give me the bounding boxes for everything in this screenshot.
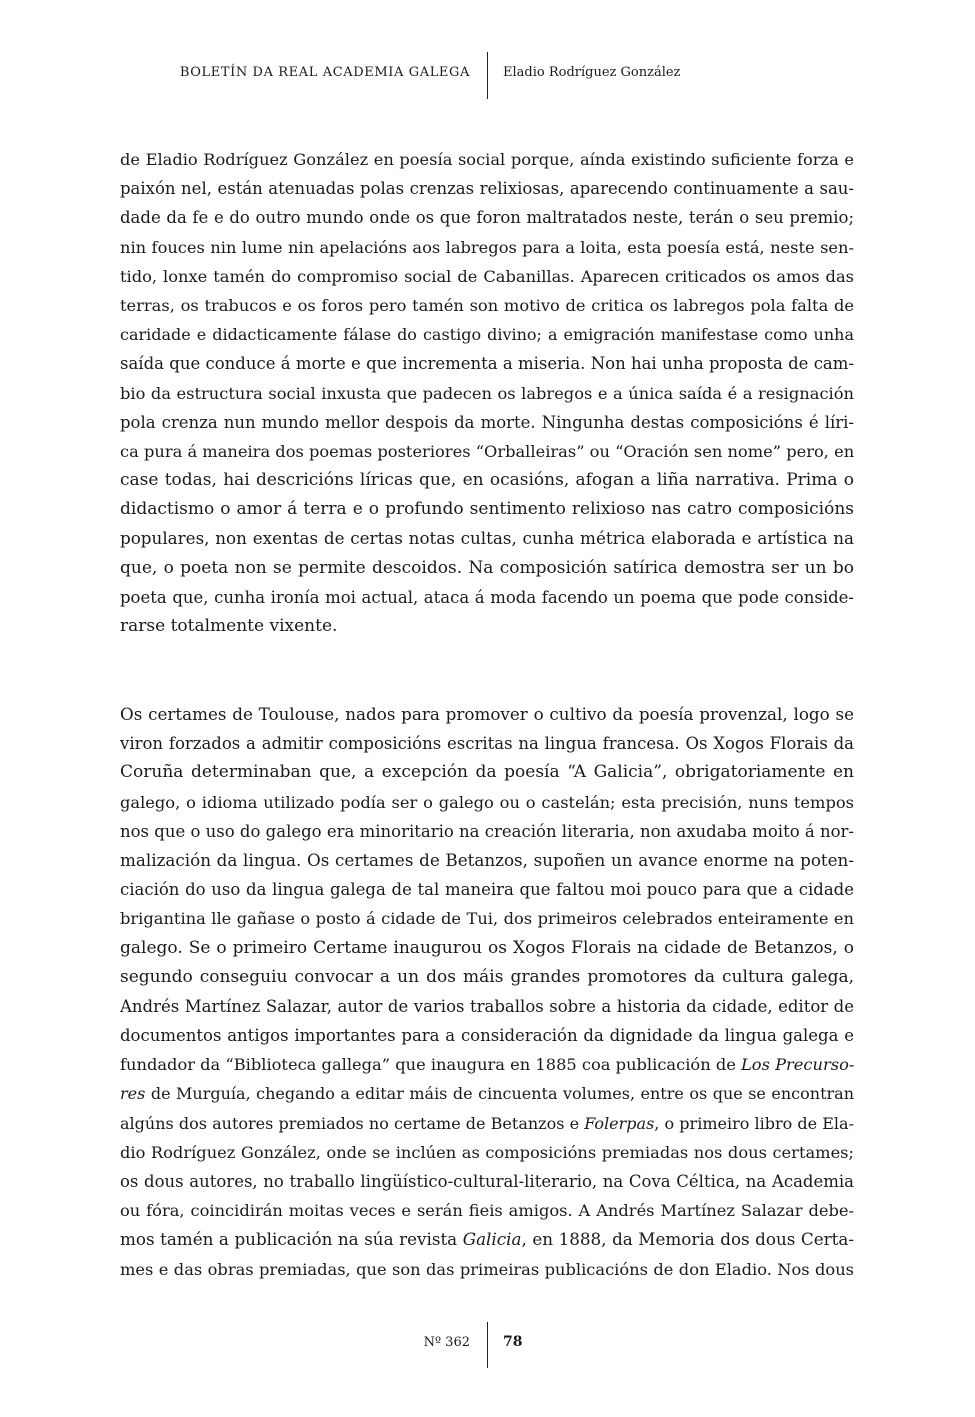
text-line: mes e das obras premiadas, que son das primeiras publicacións de don Eladio. Nos dous: [120, 1259, 854, 1279]
text-line: case todas, hai descricións líricas que, en ocasións, afogan a liña narrativa. Prima o: [120, 470, 854, 491]
text-line: galego, o idioma utilizado podía ser o galego ou o castelán; esta precisión, nuns tempos: [120, 792, 854, 812]
text-segment: , o primeiro libro de Ela-: [654, 1113, 854, 1133]
text-line: documentos antigos importantes para a consideración da dignidade da lingua galega e: [120, 1026, 854, 1046]
text-line: Andrés Martínez Salazar, autor de varios traballos sobre a historia da cidade, editor de: [120, 996, 854, 1016]
text-line: nos que o uso do galego era minoritario na creación literaria, non axudaba moito á nor-: [120, 821, 854, 841]
text-line: [120, 1079, 854, 1108]
text-line: bio da estructura social inxusta que padecen os labregos e a única saída é a resignación: [120, 383, 854, 403]
text-segment: , en 1888, da Memoria dos dous Certa-: [521, 1229, 854, 1250]
text-segment: algúns dos autores premiados no certame de Betanzos e: [120, 1113, 585, 1133]
text-line: dio Rodríguez González, onde se inclúen as composicións premiadas nos dous certames;: [120, 1142, 854, 1162]
text-line: nin fouces nin lume nin apelacións aos labregos para a loita, esta poesía está, neste sen-: [120, 237, 854, 257]
text-line: Coruña determinaban que, a excepción da poesía “A Galicia”, obrigatoriamente en: [120, 762, 854, 783]
text-line: ca pura á maneira dos poemas posteriores “Orballeiras” ou “Oración sen nome” pero, en: [120, 441, 855, 461]
text-line: didactismo o amor á terra e o profundo sentimento relixioso nas catro composicións: [120, 499, 854, 520]
text-segment: de Murguía, chegando a editar máis de cincuenta volumes, entre os que se encontran: [145, 1084, 854, 1104]
text-line: Os certames de Toulouse, nados para promover o cultivo da poesía provenzal, logo se: [120, 704, 854, 724]
magazine-title-italic: Galicia: [462, 1229, 522, 1250]
text-line: galego. Se o primeiro Certame inaugurou os Xogos Florais na cidade de Betanzos, o: [120, 937, 854, 958]
running-header: [0, 52, 975, 100]
text-segment: fundador da “Biblioteca gallega” que inaugura en 1885 coa publicación de: [120, 1055, 742, 1075]
header-divider: [487, 52, 488, 99]
issue-number: Nº 362: [423, 1335, 470, 1350]
paragraph-2: [120, 700, 854, 1284]
book-title-italic: Folerpas: [584, 1113, 655, 1133]
text-line: ciación do uso da lingua galega de tal maneira que faltou moi pouco para que a cidade: [120, 880, 854, 900]
text-line: ou fóra, coincidirán moitas veces e serán fieis amigos. A Andrés Martínez Salazar debe-: [120, 1201, 854, 1221]
text-line: os dous autores, no traballo lingüístico-cultural-literario, na Cova Céltica, na Academia: [120, 1172, 854, 1191]
text-line: dade da fe e do outro mundo onde os que foron maltratados neste, terán o seu premio;: [120, 208, 854, 228]
text-line: populares, non exentas de certas notas cultas, cunha métrica elaborada e artística na: [120, 528, 854, 549]
text-line: [120, 1050, 854, 1079]
journal-title: BOLETÍN DA REAL ACADEMIA GALEGA: [179, 65, 470, 80]
text-line: poeta que, cunha ironía moi actual, ataca á moda facendo un poema que pode conside-: [120, 587, 854, 607]
text-line: viron forzados a admitir composicións escritas na lingua francesa. Os Xogos Florais da: [120, 734, 854, 754]
text-line: paixón nel, están atenuadas polas crenzas relixiosas, aparecendo continuamente a sau-: [120, 179, 854, 199]
book-title-italic: res: [120, 1084, 146, 1104]
text-line: malización da lingua. Os certames de Betanzos, supoñen un avance enorme na poten-: [120, 849, 854, 870]
paragraph-1: [120, 145, 854, 641]
text-line: [120, 1225, 854, 1254]
footer-divider: [487, 1322, 488, 1368]
running-author: Eladio Rodríguez González: [503, 65, 681, 80]
text-line: caridade e didacticamente fálase do castigo divino; a emigración manifestase como unha: [120, 325, 854, 345]
book-title-italic: Los Precurso-: [741, 1055, 855, 1075]
text-line: segundo conseguiu convocar a un dos máis grandes promotores da cultura galega,: [120, 966, 854, 987]
text-line: rarse totalmente vixente.: [120, 616, 338, 636]
text-line: terras, os trabucos e os foros pero tamén son motivo de critica os labregos pola falta de: [120, 295, 854, 315]
text-line: brigantina lle gañase o posto á cidade de Tui, dos primeiros celebrados enteiramente en: [120, 909, 854, 929]
text-line: tido, lonxe tamén do compromiso social de Cabanillas. Aparecen criticados os amos das: [120, 266, 854, 286]
text-segment: mos tamén a publicación na súa revista: [120, 1229, 463, 1250]
text-line: saída que conduce á morte e que incrementa a miseria. Non hai unha proposta de cam-: [120, 354, 854, 374]
text-line: que, o poeta non se permite descoidos. Na composición satírica demostra ser un bo: [120, 557, 854, 578]
page-number: 78: [503, 1334, 523, 1350]
page-footer: [0, 1322, 975, 1368]
text-line: [120, 1109, 854, 1138]
text-line: pola crenza nun mundo mellor despois da morte. Ningunha destas composicións é líri-: [120, 412, 854, 432]
text-line: de Eladio Rodríguez González en poesía social porque, aínda existindo suficiente forza e: [120, 150, 854, 169]
